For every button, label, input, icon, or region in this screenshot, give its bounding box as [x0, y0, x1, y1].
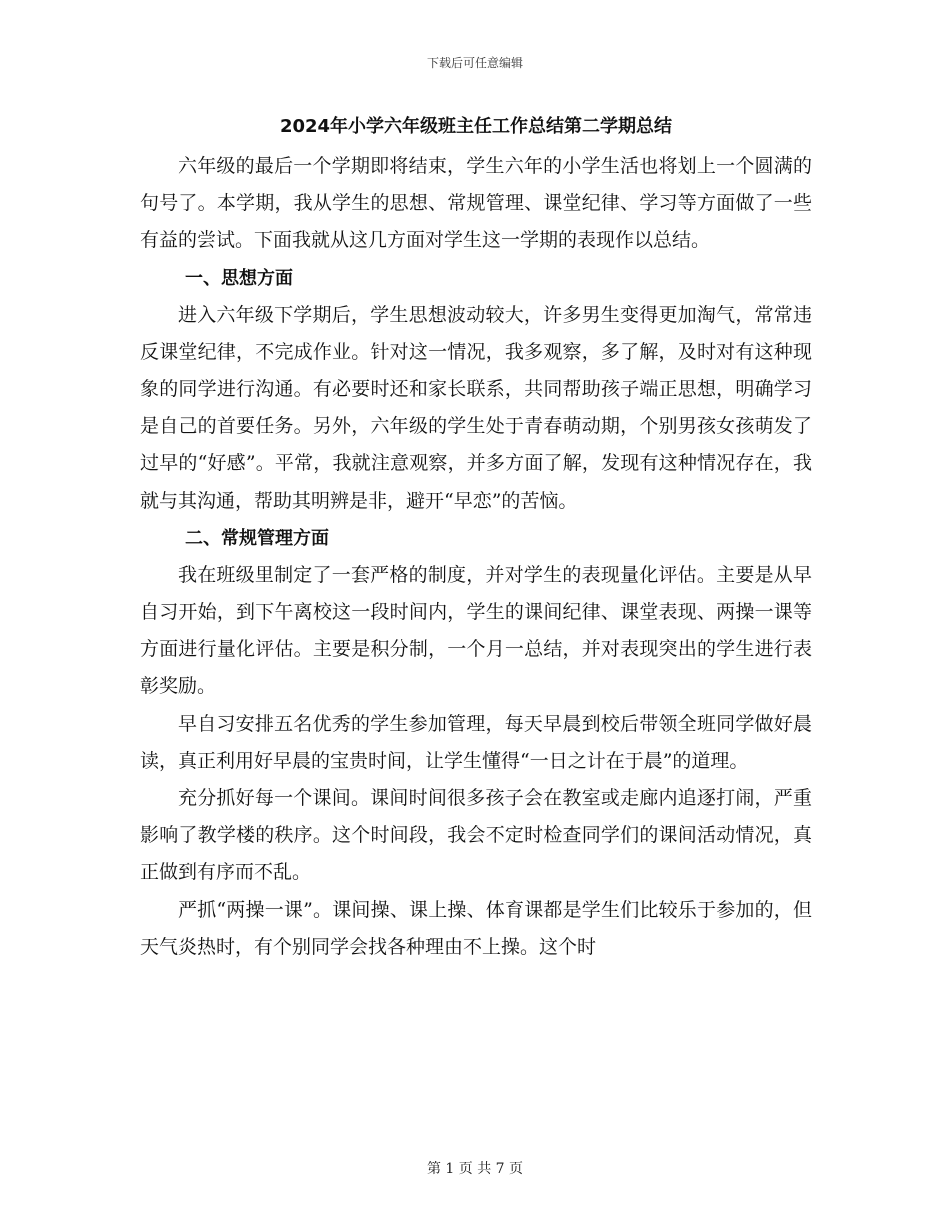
header-note: 下载后可任意编辑	[426, 56, 523, 70]
paragraph-intro: 六年级的最后一个学期即将结束，学生六年的小学生活也将划上一个圆满的句号了。本学期，我从学生的思想、常规管理、课堂纪律、学习等方面做了一些有益的尝试。下面我就从这几方面对学生这一学期的表现作以总结。	[140, 155, 812, 252]
paragraph-thought: 进入六年级下学期后，学生思想波动较大，许多男生变得更加淘气，常常违反课堂纪律，不完成作业。针对这一情况，我多观察，多了解，及时对有这种现象的同学进行沟通。有必要时还和家长联系，共同帮助孩子端正思想，明确学习是自己的首要任务。另外，六年级的学生处于青春萌动期，个别男孩女孩萌发了过早的“好感”。平常，我就注意观察，并多方面了解，发现有这种情况存在，我就与其沟通，帮助其明辨是非，避开“早恋”的苦恼。	[140, 303, 812, 512]
document-body	[140, 112, 812, 966]
section-heading-thought: 一、思想方面	[185, 267, 293, 289]
paragraph-routine-system: 我在班级里制定了一套严格的制度，并对学生的表现量化评估。主要是从早自习开始，到下午离校这一段时间内，学生的课间纪律、课堂表现、两操一课等方面进行量化评估。主要是积分制，一个月一总结，并对表现突出的学生进行表彰奖励。	[140, 563, 812, 698]
section-heading-routine: 二、常规管理方面	[185, 527, 329, 549]
paragraph-morning-study: 早自习安排五名优秀的学生参加管理，每天早晨到校后带领全班同学做好晨读，真正利用好早晨的宝贵时间，让学生懂得“一日之计在于晨”的道理。	[140, 712, 812, 772]
paragraph-exercises: 严抓“两操一课”。课间操、课上操、体育课都是学生们比较乐于参加的，但天气炎热时，有个别同学会找各种理由不上操。这个时	[140, 898, 812, 958]
document-title: 2024年小学六年级班主任工作总结第二学期总结	[279, 116, 673, 137]
page-footer: 第 1 页 共 7 页	[426, 1161, 524, 1177]
paragraph-breaks: 充分抓好每一个课间。课间时间很多孩子会在教室或走廊内追逐打闹，严重影响了教学楼的秩序。这个时间段，我会不定时检查同学们的课间活动情况，真正做到有序而不乱。	[140, 787, 812, 884]
